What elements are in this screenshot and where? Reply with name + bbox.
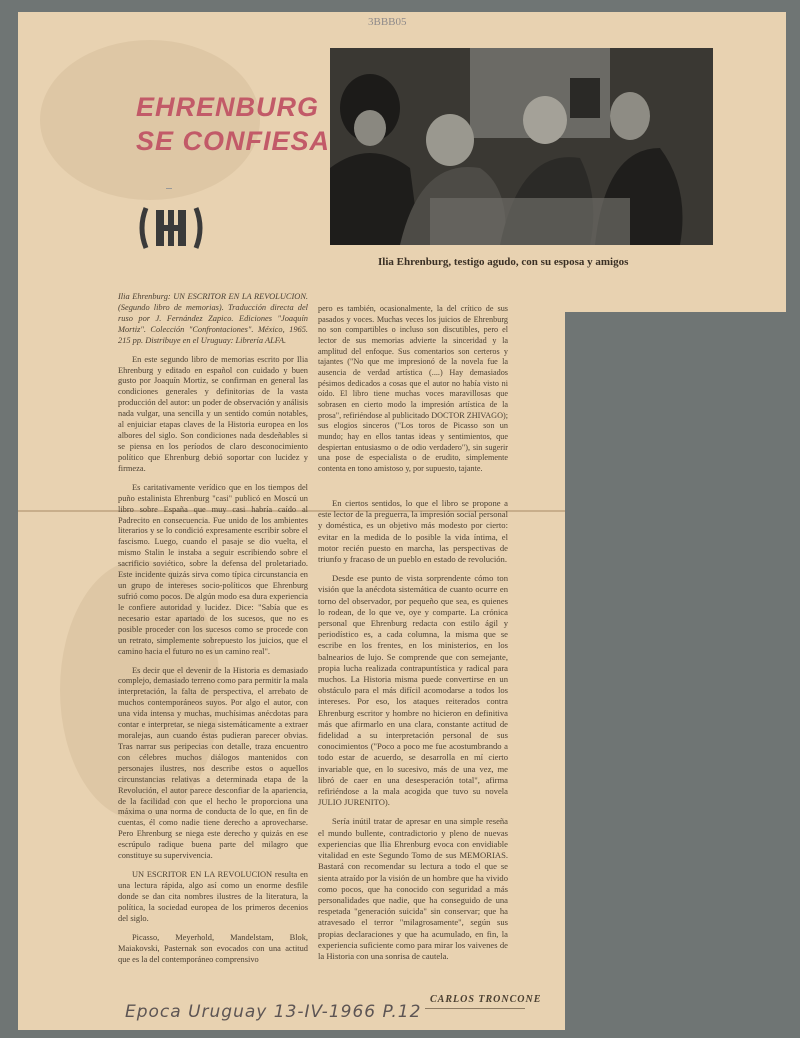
article-paragraph: Ilia Ehrenburg: UN ESCRITOR EN LA REVOLUCION. (Segundo libro de memorias). Traducción directa del ruso por J. Fernández Zapico. Ediciones "Joaquín Mortiz". Colección "Confrontaciones". México, 1965. 215 pp. Distribuye en el Uruguay: Librería ALFA. — [118, 292, 308, 345]
catalog-mark: 3BBB05 — [368, 16, 407, 28]
author-signature: CARLOS TRONCONE — [430, 994, 542, 1005]
article-paragraph: Picasso, Meyerhold, Mandelstam, Blok, Maiakovski, Pasternak son evocados con una actitud que es la del contemporáneo comprensivo — [118, 932, 308, 964]
headline-line1: EHRENBURG — [136, 92, 320, 122]
article-paragraph: Sería inútil tratar de apresar en una simple reseña el mundo bullente, contradictorio y pleno de nuevas experiencias que Ilia Ehrenburg evoca con envidiable vitalidad en este Segundo Tomo de sus MEMORIAS. Bastará con recomendar su lectura a todo el que se sienta atraído por la visión de un hombre que ha vivido como pocos, que ha conocido con seguridad a más personalidades que nadie, que ha conseguido de una respetada "generación suicida" sin conservar; que ha atravesado el terror "milagrosamente", según sus propias declaraciones y que ha acumulado, en fin, la experiencia suficiente como para mirar los vaivenes de la Historia con una sonrisa de cautela. — [318, 816, 508, 961]
photo-ehrenburg — [330, 48, 713, 245]
photo-caption: Ilia Ehrenburg, testigo agudo, con su esposa y amigos — [378, 256, 629, 268]
handwritten-note: Epoca Uruguay 13-IV-1966 P.12 — [125, 1002, 422, 1022]
headline — [136, 90, 330, 158]
article-column-2-continued — [318, 498, 508, 970]
headline-line2: SE CONFIESA — [136, 126, 331, 156]
article-column-1 — [118, 292, 308, 973]
article-column-2 — [318, 304, 508, 483]
photo-image — [330, 48, 713, 245]
article-paragraph: En este segundo libro de memorias escrito por Ilia Ehrenburg y editado en español con cuidado y buen gusto por Joaquín Mortiz, se confirman en general las condiciones generales y definitorias de la vasta producción del autor: un poder de observación y análisis nada vulgar, una sencilla y un sentido común notables, al enjuiciar etapas claves de la Historia europea en los albores del siglo. Son condiciones nada desdeñables si se piensa en los períodos de claro desconocimiento político que Ehrenburg debió soportar con lucidez y firmeza. — [118, 354, 308, 473]
article-paragraph: Es caritativamente verídico que en los tiempos del puño estalinista Ehrenburg "casi" publicó en Moscú un libro sobre España que muy casi habría caído al Padrecito en consecuencia. Fue unido de los ambientes literarios y se lo condició expresamente escribir sobre el fascismo. Luego, cuando el pasaje se dio vuelta, el mismo Stalin le instaba a seguir escribiendo sobre el sacrificio soviético, sobre la defensa del proletariado. Este incidente quizás sirva como típica circunstancia en un grupo de intereses socio-políticos que Ehrenburg sufrió como pocos. De algún modo esa dura experiencia le confiere autoridad y lucidez. Dice: "Sabía que es necesario estar apartado de los sucesos, que no es posible proceder con los sucesos como se procede con un retrato, simplemente sobrepuesto los juicios, que el camino hacia el futuro no es un camino real". — [118, 482, 308, 656]
article-paragraph: En ciertos sentidos, lo que el libro se propone a este lector de la preguerra, la impresión social personal y doméstica, es un objetivo más modesto por cierto: evitar en la medida de lo posible la vida íntima, el motor recién puesto en marcha, las perspectivas de triunfo y fracaso de un pueblo en estado de revolución. — [318, 498, 508, 565]
article-paragraph: Desde ese punto de vista sorprendente cómo ton visión que la anécdota sistemática de cuanto ocurre en torno del observador, por pequeño que sea, es quienes lo rodean, de lo que ve, oye y comparte. La crónica personal que Ehrenburg redacta con estilo ágil y periodístico es, a cada columna, la misma que se escribe en los frentes, en los ministerios, en los balnearios de lujo. Se comprende que con semejante, propia lucha realizada contrapuntística y radical para muchos. La Historia misma puede convertirse en un obstáculo para el más difícil acomodarse a todos los intereses. Por eso, los ataques reiterados contra Ehrenburg escritor y hombre no hicieron en definitiva más que afirmarlo en una clara, constante actitud de fidelidad a su interpretación personal de sus conocimientos ("Poco a poco me fue acostumbrando a todo estar de acuerdo, se desarrolla en mí cierto invariable que, en lo sucesivo, más de una vez, me libró de caer en una desesperación total", afirma refiriéndose a la mala acogida que tuvo su novela JULIO JURENITO). — [318, 573, 508, 808]
article-paragraph: pero es también, ocasionalmente, la del crítico de sus pasados y voces. Muchas veces los juicios de Ehrenburg no son compartibles o incluso son discutibles, pero el lector de sus memorias advierte la sinceridad y la amplitud del enfoque. Sus comentarios son certeros y tajantes ("No que me impresionó de la novela fue la ausencia de verdad artística (....) Hay demasiados pésimos dedicados a cosas que el autor no había visto ni oído. El libro tiene muchas voces maravillosas que sobrasen en cierto modo la impresión artística de la prosa", refiriéndose al publicitado DOCTOR ZHIVAGO); sus elogios sinceros ("Los toros de Picasso son un mundo; hay en ellos tantas ideas y sentimientos, que despiertan entusiasmo o de odio verdadero"), sin sugerir una pose de especialista o de erudito, simplemente contenta en tono amistoso y, por supuesto, tajante. — [318, 304, 508, 473]
divider — [166, 188, 172, 189]
signature-underline — [425, 1008, 525, 1009]
article-paragraph: Es decir que el devenir de la Historia es demasiado complejo, demasiado terreno como para permitir la mala interpretación, la falta de perspectiva, el arrebato de muchos contemporáneos suyos. Por algo el autor, con una vida intensa y muchas, muchísimas anécdotas para contar e interpretar, se niega sistemáticamente a extraer moralejas, aun cuando éstas pudieran parecer obvias. Tras narrar sus peripecias con detalle, traza encuentro con célebres muchos diálogos mantenidos con personajes ilustres, nos describe estos o aquellos circunstancias relativas a determinada etapa de la Revolución, el autor parece desconfiar de la apariencia, de la facilidad con que el hecho le proporciona una máxima o una norma de conducta de lo que, en fin de cuentas, él como nadie tiene derecho a aprovecharse. Pero Ehrenburg se niega este derecho y quizás en ese escrúpulo radique buena parte del milagro que constituye su supervivencia. — [118, 665, 308, 861]
article-paragraph: UN ESCRITOR EN LA REVOLUCION resulta en una lectura rápida, algo así como un enorme desfile donde se dan cita nombres ilustres de la literatura, la política, la sociedad europea de los primeros decenios del siglo. — [118, 870, 308, 923]
newspaper-emblem-icon — [136, 204, 206, 252]
